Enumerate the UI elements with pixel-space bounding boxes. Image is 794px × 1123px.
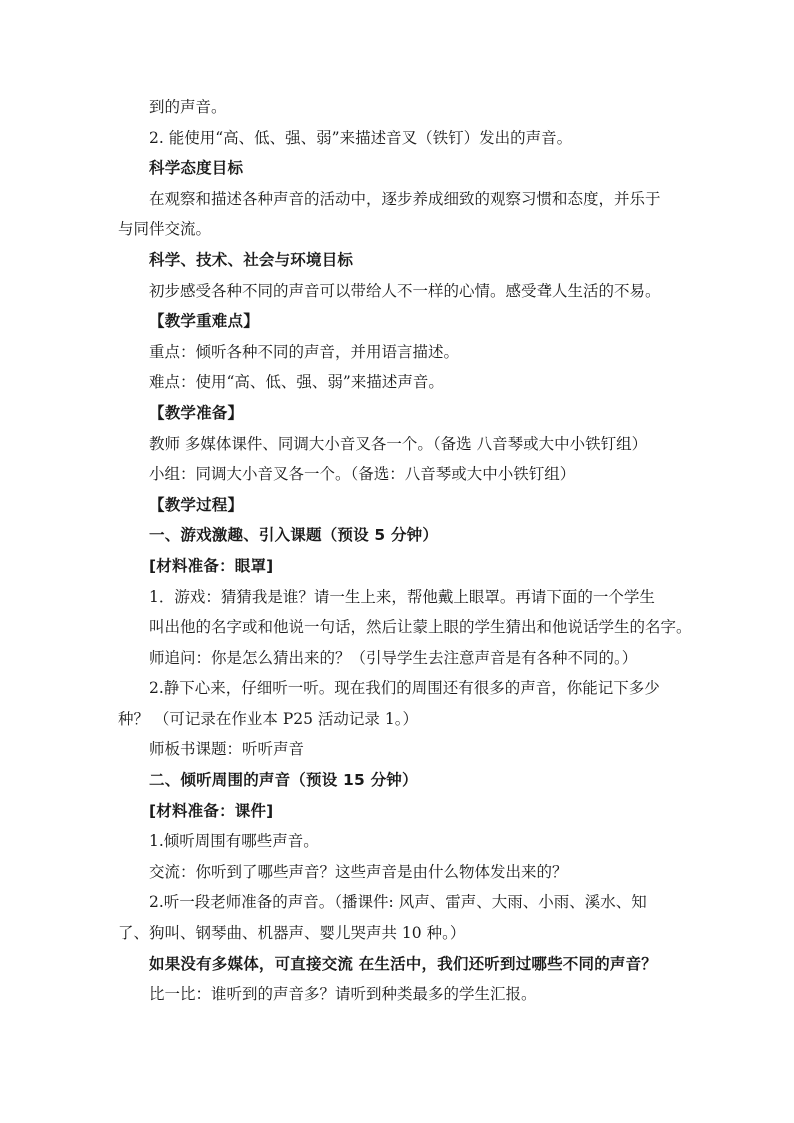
paragraph-line: 2.听一段老师准备的声音。（播课件: 风声、雷声、大雨、小雨、溪水、知 [149,893,647,912]
section-heading: 二、倾听周围的声音（预设 15 分钟） [149,771,418,790]
section-heading: [材料准备：课件] [149,801,274,820]
section-heading: 【教学重难点】 [149,312,259,331]
paragraph-line: 种？ （可记录在作业本 P25 活动记录 1。） [118,709,418,728]
paragraph-line: 了、狗叫、钢琴曲、机器声、婴儿哭声共 10 种。） [118,924,466,943]
paragraph-line: 初步感受各种不同的声音可以带给人不一样的心情。感受聋人生活的不易。 [149,281,661,300]
paragraph-line: 在观察和描述各种声音的活动中，逐步养成细致的观察习惯和态度，并乐于 [149,189,661,208]
section-heading: [材料准备：眼罩] [149,556,274,575]
paragraph-line: 小组：同调大小音叉各一个。（备选：八音琴或大中小铁钉组） [149,465,576,484]
section-heading: 科学、技术、社会与环境目标 [149,250,354,269]
paragraph-line: 比一比：谁听到的声音多？请听到种类最多的学生汇报。 [149,985,537,1004]
section-heading: 一、游戏激趣、引入课题（预设 5 分钟） [149,526,439,545]
paragraph-line: 教师 多媒体课件、同调大小音叉各一个。（备选 八音琴或大中小铁钉组） [149,434,648,453]
paragraph-line: 师追问：你是怎么猜出来的？（引导学生去注意声音是有各种不同的。） [149,648,638,667]
paragraph-line: 重点：倾听各种不同的声音，并用语言描述。 [149,342,460,361]
section-heading: 如果没有多媒体，可直接交流 在生活中，我们还听到过哪些不同的声音？ [149,954,657,973]
section-heading: 【教学过程】 [149,495,244,514]
paragraph-line: 叫出他的名字或和他说一句话，然后让蒙上眼的学生猜出和他说话学生的名字。 [149,618,692,637]
paragraph-line: 2.静下心来，仔细听一听。现在我们的周围还有很多的声音，你能记下多少 [149,679,660,698]
paragraph-line: 到的声音。 [149,98,227,116]
section-heading: 【教学准备】 [149,403,244,422]
section-heading: 科学态度目标 [149,159,244,178]
paragraph-line: 交流：你听到了哪些声音？这些声音是由什么物体发出来的？ [149,862,568,881]
paragraph-line: 难点：使用“高、低、强、弱”来描述声音。 [149,373,444,392]
paragraph-line: 与同伴交流。 [118,220,212,239]
paragraph-line: 1．游戏：猜猜我是谁？请一生上来，帮他戴上眼罩。再请下面的一个学生 [149,587,655,606]
paragraph-line: 2. 能使用“高、低、强、弱”来描述音叉（铁钉）发出的声音。 [149,128,573,147]
paragraph-line: 1.倾听周围有哪些声音。 [149,832,319,851]
paragraph-line: 师板书课题：听听声音 [149,740,305,759]
document-page [118,92,692,1010]
